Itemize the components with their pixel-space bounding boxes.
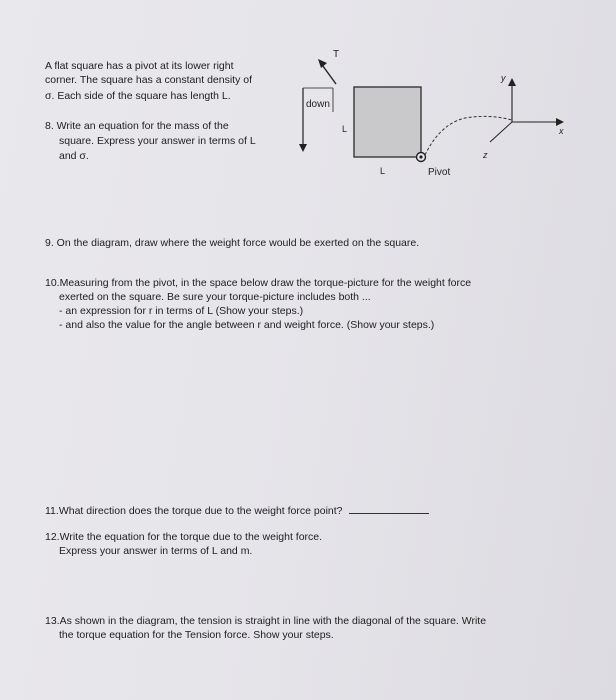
question-9: 9. On the diagram, draw where the weight force would be exerted on the square.: [45, 237, 420, 249]
tension-label: T: [333, 49, 340, 60]
intro-line-2: corner. The square has a constant density of: [45, 74, 253, 86]
q8-line-3: and σ.: [59, 150, 89, 162]
down-label: down: [306, 99, 330, 110]
q8-line-1: 8. Write an equation for the mass of the: [45, 120, 229, 132]
z-axis-label: z: [483, 150, 488, 160]
y-axis-label: y: [501, 73, 506, 83]
intro-line-3: σ. Each side of the square has length L.: [45, 90, 231, 102]
pivot-center-dot: [419, 155, 422, 158]
square-plate: [354, 87, 421, 157]
rotation-arc: [425, 116, 512, 155]
pivot-label: Pivot: [428, 167, 451, 178]
q11-text: 11.What direction does the torque due to the weight force point?: [45, 505, 343, 517]
q10-line-1: 10.Measuring from the pivot, in the space below draw the torque-picture for the weight force: [45, 277, 472, 289]
down-arrowhead: [299, 144, 307, 152]
q12-line-1: 12.Write the equation for the torque due to the weight force.: [45, 531, 323, 543]
x-axis-label: x: [559, 126, 564, 136]
q10-line-3: - an expression for r in terms of L (Show your steps.): [59, 305, 304, 317]
side-label-left: L: [342, 124, 348, 134]
z-axis: [490, 122, 512, 142]
question-11: [45, 501, 429, 519]
square-diagram: [290, 44, 590, 194]
intro-line-1: A flat square has a pivot at its lower right: [45, 60, 234, 72]
q10-line-2: exerted on the square. Be sure your torque-picture includes both ...: [59, 291, 371, 303]
q10-line-4: - and also the value for the angle between r and weight force. (Show your steps.): [59, 319, 435, 331]
q11-answer-blank[interactable]: [349, 513, 429, 514]
y-axis-arrowhead: [508, 78, 516, 86]
side-label-bottom: L: [380, 166, 386, 176]
tension-arrowhead: [318, 59, 327, 68]
q13-line-2: the torque equation for the Tension force. Show your steps.: [59, 629, 334, 641]
x-axis-arrowhead: [556, 118, 564, 126]
q12-line-2: Express your answer in terms of L and m.: [59, 545, 253, 557]
q13-line-1: 13.As shown in the diagram, the tension is straight in line with the diagonal of the square. Write: [45, 615, 487, 627]
q8-line-2: square. Express your answer in terms of L: [59, 135, 256, 147]
